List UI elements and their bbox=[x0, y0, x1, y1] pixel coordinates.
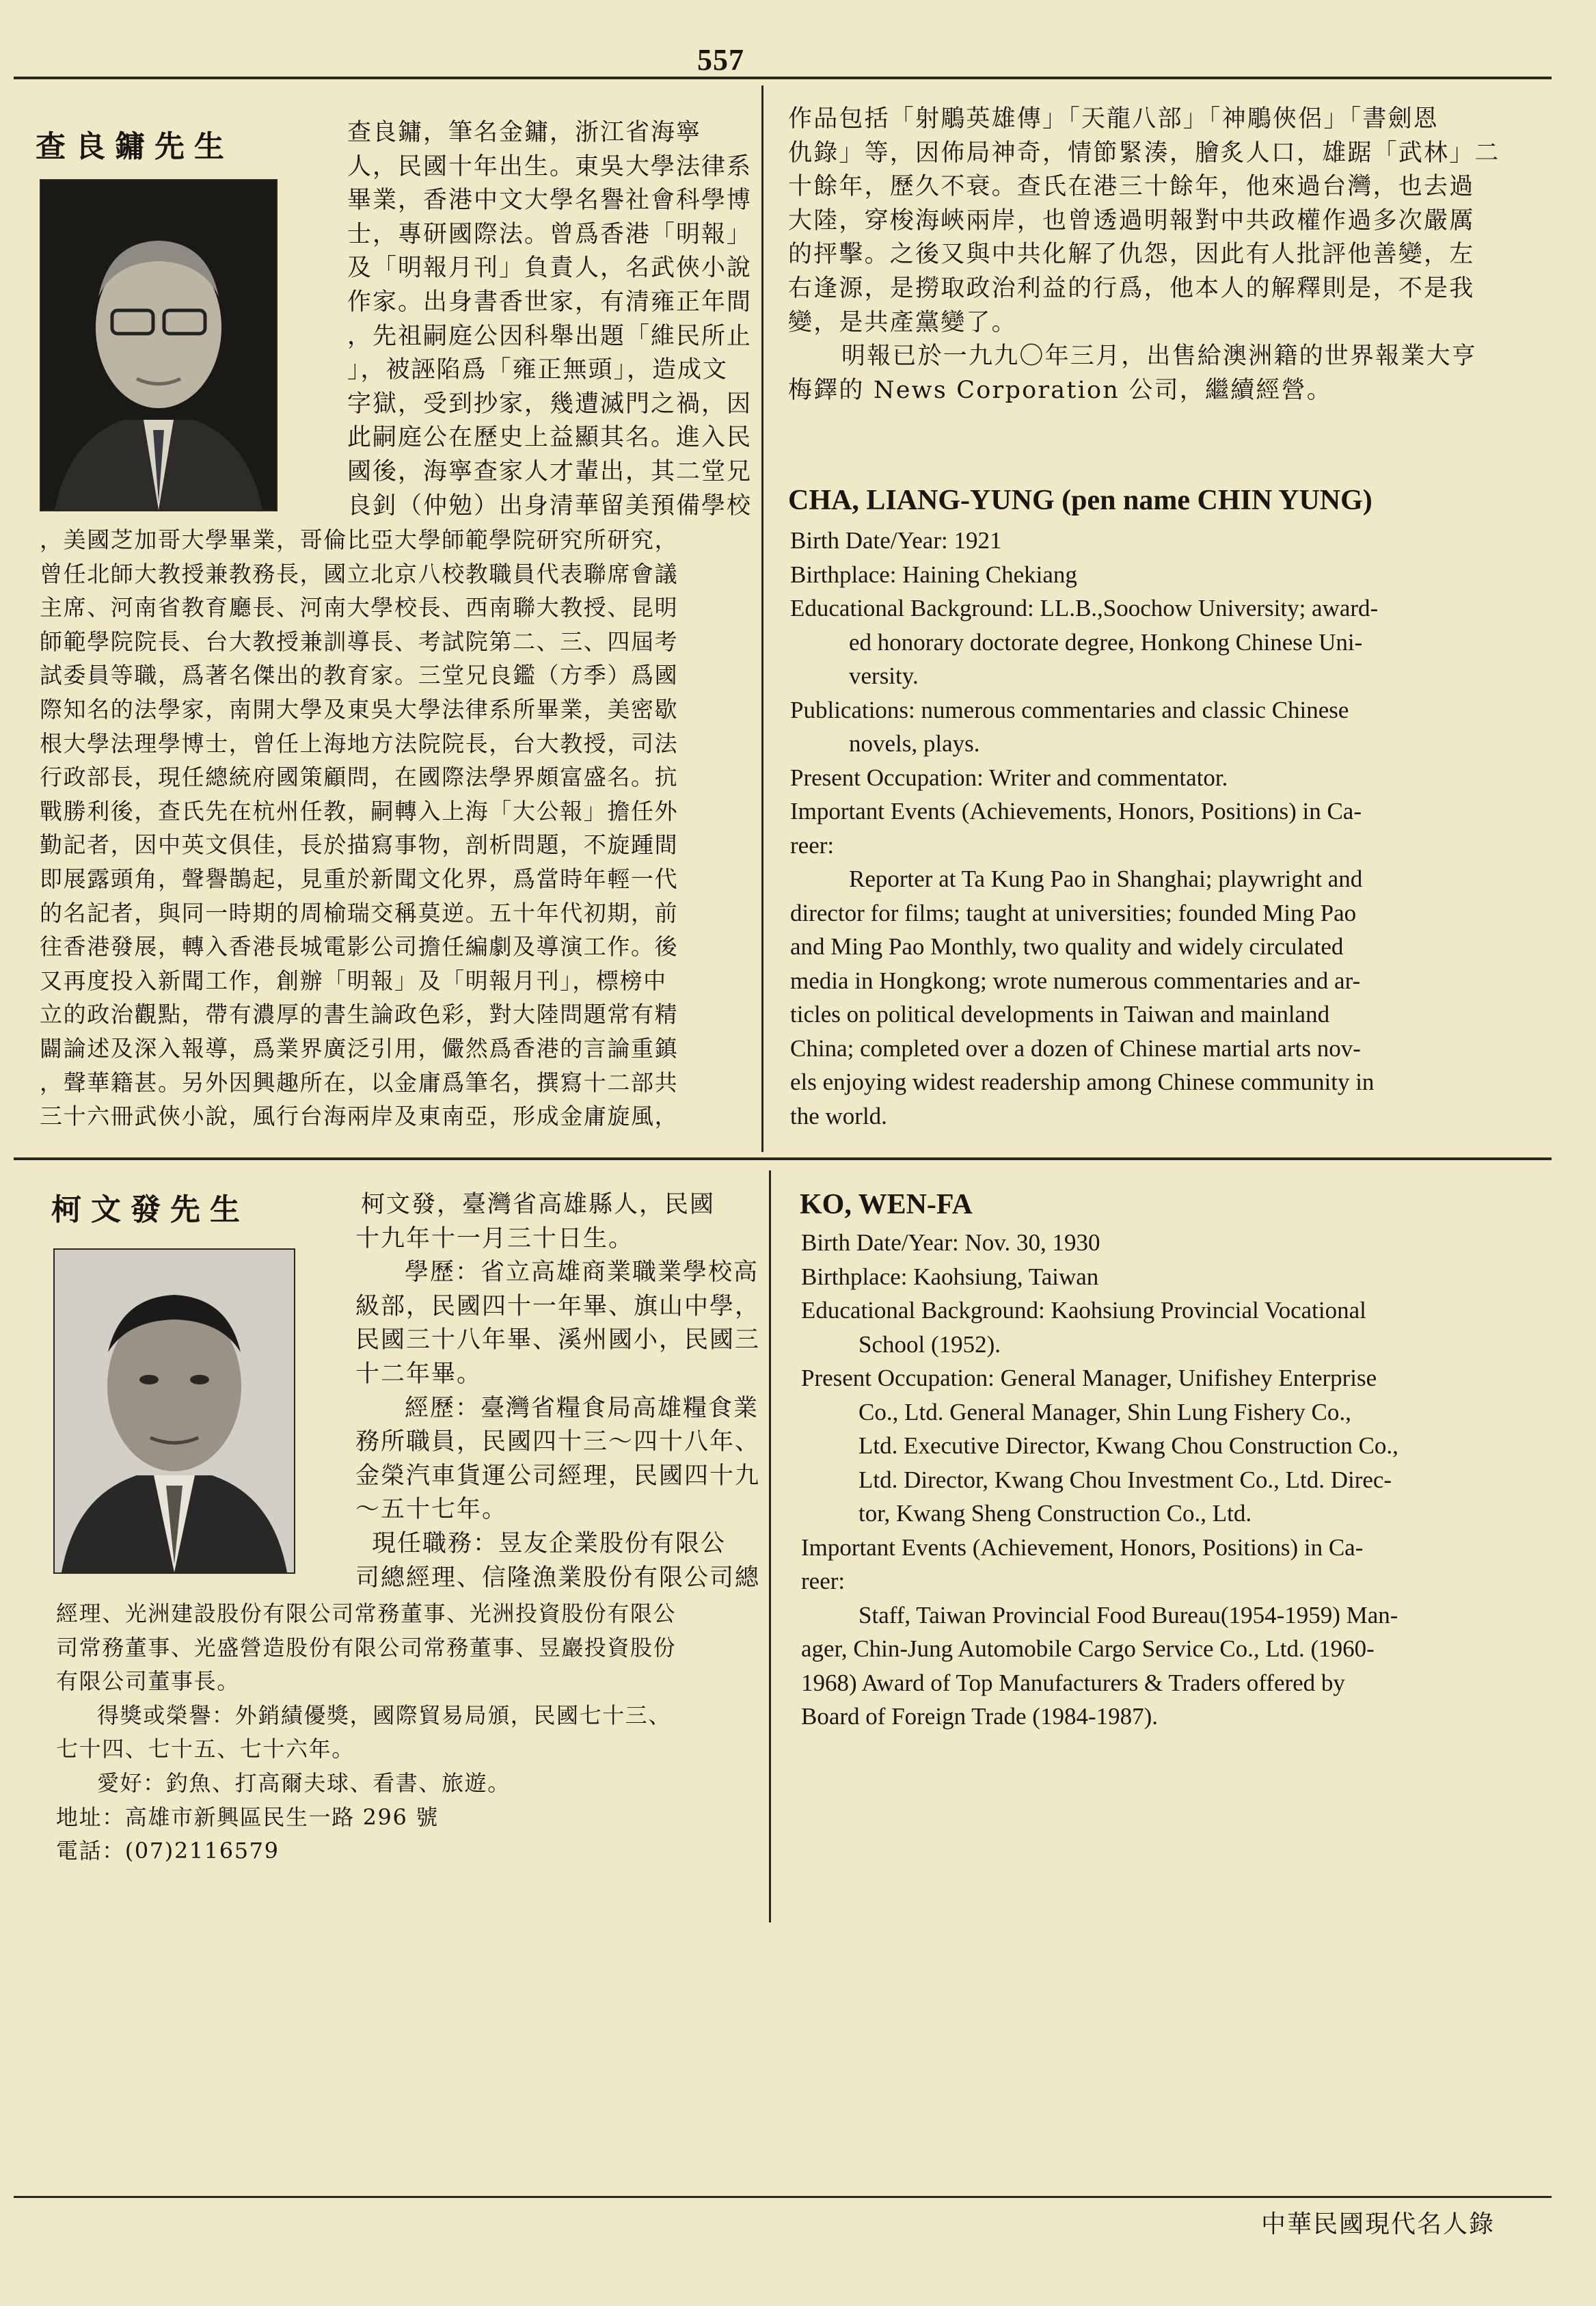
bio-line: Present Occupation: Writer and commentator. bbox=[790, 764, 1228, 791]
bio-line: reer: bbox=[801, 1568, 846, 1594]
bio-line: 柯文發，臺灣省高雄縣人，民國 bbox=[361, 1191, 716, 1218]
bio-line: 師範學院院長、台大教授兼訓導長、考試院第二、三、四屆考 bbox=[40, 628, 679, 655]
bio-line: Birth Date/Year: Nov. 30, 1930 bbox=[801, 1229, 1100, 1256]
bio-line: 明報已於一九九〇年三月，出售給澳洲籍的世界報業大亨 bbox=[841, 343, 1478, 371]
entry-1-bio-cn-continued bbox=[788, 103, 1500, 407]
bio-line: Educational Background: Kaohsiung Provincial Vocational bbox=[801, 1297, 1366, 1324]
bio-line: 學歷：省立高雄商業職業學校高 bbox=[405, 1259, 759, 1287]
bio-line: Birth Date/Year: 1921 bbox=[790, 527, 1002, 554]
entry-1-name-cn: 查良鏞先生 bbox=[36, 129, 234, 164]
bio-line: 」，被誣陷爲「雍正無頭」，造成文 bbox=[347, 356, 729, 384]
bio-line: Ltd. Executive Director, Kwang Chou Construction Co., bbox=[858, 1432, 1398, 1459]
portrait-image-icon bbox=[41, 180, 276, 510]
entry-1-bio-cn-full bbox=[40, 523, 678, 1134]
footer-title: 中華民國現代名人錄 bbox=[1261, 2210, 1496, 2238]
bio-line: School (1952). bbox=[858, 1330, 1001, 1358]
bio-line: versity. bbox=[849, 662, 919, 689]
bio-line: Board of Foreign Trade (1984-1987). bbox=[801, 1703, 1159, 1730]
bio-line: and Ming Pao Monthly, two quality and widely circulated bbox=[790, 933, 1344, 960]
bio-line: 仇錄」等，因佈局神奇，情節緊湊，膾炙人口，雄踞「武林」二 bbox=[788, 139, 1500, 167]
phone-line: 電話：(07)2116579 bbox=[56, 1838, 280, 1864]
bio-line: Educational Background: LL.B.,Soochow University; award- bbox=[790, 595, 1379, 621]
entry-2-portrait-photo bbox=[53, 1248, 295, 1574]
column-divider-bottom bbox=[769, 1170, 771, 1922]
bio-line: Reporter at Ta Kung Pao in Shanghai; playwright and bbox=[849, 866, 1363, 892]
bio-line: 務所職員，民國四十三～四十八年、 bbox=[355, 1428, 761, 1456]
entry-1-portrait-photo bbox=[40, 179, 278, 511]
bio-line: 根大學法理學博士，曾任上海地方法院院長，台大教授，司法 bbox=[40, 729, 679, 757]
bio-line: 1968) Award of Top Manufacturers & Traders offered by bbox=[801, 1669, 1345, 1696]
bio-line: ager, Chin-Jung Automobile Cargo Service Co., Ltd. (1960- bbox=[801, 1635, 1375, 1662]
footer-rule bbox=[14, 2196, 1552, 2198]
bio-line: the world. bbox=[790, 1102, 887, 1129]
bio-line: 的名記者，與同一時期的周榆瑞交稱莫逆。五十年代初期，前 bbox=[40, 899, 679, 926]
bio-line: 梅鐸的 News Corporation 公司，繼續經營。 bbox=[788, 376, 1332, 404]
bio-line: 作品包括「射鵰英雄傳」「天龍八部」「神鵰俠侶」「書劍恩 bbox=[788, 105, 1439, 133]
bio-line: els enjoying widest readership among Chinese community in bbox=[790, 1069, 1375, 1095]
portrait-image-icon bbox=[55, 1250, 294, 1572]
entry-2-bio-en bbox=[801, 1226, 1398, 1734]
bio-line: media in Hongkong; wrote numerous commentaries and ar- bbox=[790, 967, 1361, 994]
bio-line: Birthplace: Haining Chekiang bbox=[790, 561, 1077, 588]
bio-line: 主席、河南省教育廳長、河南大學校長、西南聯大教授、昆明 bbox=[40, 594, 679, 621]
bio-line: 勤記者，因中英文俱佳，長於描寫事物，剖析問題，不旋踵間 bbox=[40, 831, 679, 859]
bio-line: ，先祖嗣庭公因科舉出題「維民所止 bbox=[347, 322, 753, 350]
bio-line: Important Events (Achievements, Honors, Positions) in Ca- bbox=[790, 798, 1362, 824]
bio-line: 士，專研國際法。曾爲香港「明報」 bbox=[347, 220, 753, 248]
bio-line: 經理、光洲建設股份有限公司常務董事、光洲投資股份有限公 bbox=[56, 1600, 677, 1626]
bio-line: 即展露頭角，聲譽鵲起，見重於新聞文化界，爲當時年輕一代 bbox=[40, 865, 679, 892]
bio-line: 作家。出身書香世家，有清雍正年間 bbox=[347, 288, 753, 316]
bio-line: tor, Kwang Sheng Construction Co., Ltd. bbox=[858, 1500, 1252, 1527]
bio-line: ed honorary doctorate degree, Honkong Chinese Uni- bbox=[849, 628, 1363, 656]
entry-2-name-cn: 柯文發先生 bbox=[51, 1192, 249, 1227]
header-rule bbox=[14, 77, 1552, 79]
bio-line: 現任職務：昱友企業股份有限公 bbox=[372, 1529, 727, 1557]
bio-line: 愛好：釣魚、打高爾夫球、看書、旅遊。 bbox=[97, 1769, 511, 1796]
entry-2-bio-cn-top bbox=[355, 1188, 760, 1595]
bio-line: 司總經理、信隆漁業股份有限公司總 bbox=[355, 1564, 761, 1592]
bio-line: 十二年畢。 bbox=[355, 1360, 483, 1388]
bio-line: ticles on political developments in Taiwan and mainland bbox=[790, 1001, 1330, 1028]
entry-1-bio-cn-top bbox=[347, 116, 752, 523]
bio-line: 查良鏞，筆名金鏞，浙江省海寧 bbox=[347, 119, 702, 146]
bio-line: 行政部長，現任總統府國策顧問，在國際法學界頗富盛名。抗 bbox=[40, 764, 679, 791]
bio-line: reer: bbox=[790, 831, 835, 859]
entry-2-name-en: KO, WEN-FA bbox=[800, 1189, 973, 1220]
bio-line: 此嗣庭公在歷史上益顯其名。進入民 bbox=[347, 424, 753, 452]
bio-line: 又再度投入新聞工作，創辦「明報」及「明報月刊」，標榜中 bbox=[40, 967, 667, 994]
bio-line: 的抨擊。之後又與中共化解了仇怨，因此有人批評他善變，左 bbox=[788, 241, 1475, 269]
bio-line: novels, plays. bbox=[849, 730, 980, 757]
bio-line: 十餘年，歷久不衰。查氏在港三十餘年，他來過台灣，也去過 bbox=[788, 173, 1475, 201]
entry-2-bio-cn-full bbox=[56, 1597, 676, 1868]
bio-line: 試委員等職，爲著名傑出的教育家。三堂兄良鑑（方季）爲國 bbox=[40, 662, 679, 689]
bio-line: 級部，民國四十一年畢、旗山中學， bbox=[355, 1292, 761, 1320]
bio-line: 曾任北師大教授兼教務長，國立北京八校教職員代表聯席會議 bbox=[40, 560, 679, 587]
bio-line: ，美國芝加哥大學畢業，哥倫比亞大學師範學院研究所研究， bbox=[40, 526, 679, 553]
bio-line: 有限公司董事長。 bbox=[56, 1668, 240, 1695]
bio-line: 金榮汽車貨運公司經理，民國四十九 bbox=[355, 1462, 761, 1490]
bio-line: Publications: numerous commentaries and classic Chinese bbox=[790, 696, 1349, 723]
column-divider-top bbox=[761, 85, 763, 1152]
bio-line: 畢業，香港中文大學名譽社會科學博 bbox=[347, 187, 753, 215]
bio-line: 得獎或榮譽：外銷績優獎，國際貿易局頒，民國七十三、 bbox=[97, 1702, 672, 1728]
page-number: 557 bbox=[697, 43, 744, 77]
entry-1-name-en: CHA, LIANG-YUNG (pen name CHIN YUNG) bbox=[788, 485, 1372, 516]
address-line: 地址：高雄市新興區民生一路 296 號 bbox=[56, 1804, 439, 1830]
bio-line: 經歷：臺灣省糧食局高雄糧食業 bbox=[405, 1394, 759, 1422]
bio-line: 立的政治觀點，帶有濃厚的書生論政色彩，對大陸問題常有精 bbox=[40, 1001, 679, 1028]
bio-line: 三十六冊武俠小說，風行台海兩岸及東南亞，形成金庸旋風， bbox=[40, 1103, 679, 1130]
bio-line: 右逢源，是撈取政治利益的行爲，他本人的解釋則是，不是我 bbox=[788, 274, 1475, 302]
bio-line: director for films; taught at universities; founded Ming Pao bbox=[790, 899, 1357, 926]
bio-line: Staff, Taiwan Provincial Food Bureau(1954-1959) Man- bbox=[858, 1601, 1398, 1628]
bio-line: Important Events (Achievement, Honors, Positions) in Ca- bbox=[801, 1533, 1364, 1561]
bio-line: 司常務董事、光盛營造股份有限公司常務董事、昱巖投資股份 bbox=[56, 1634, 677, 1661]
bio-line: 際知名的法學家，南開大學及東吳大學法律系所畢業，美密歇 bbox=[40, 695, 679, 723]
bio-line: Birthplace: Kaohsiung, Taiwan bbox=[801, 1263, 1099, 1290]
bio-line: China; completed over a dozen of Chinese martial arts nov- bbox=[790, 1034, 1361, 1062]
bio-line: 七十四、七十五、七十六年。 bbox=[56, 1736, 355, 1762]
bio-line: Present Occupation: General Manager, Unifishey Enterprise bbox=[801, 1365, 1377, 1391]
bio-line: ，聲華籍甚。另外因興趣所在，以金庸爲筆名，撰寫十二部共 bbox=[40, 1069, 679, 1096]
bio-line: 民國三十八年畢、溪州國小，民國三 bbox=[355, 1326, 761, 1354]
bio-line: 良釗（仲勉）出身清華留美預備學校 bbox=[347, 492, 753, 520]
bio-line: 闢論述及深入報導，爲業界廣泛引用，儼然爲香港的言論重鎮 bbox=[40, 1034, 679, 1062]
bio-line: ～五十七年。 bbox=[355, 1496, 508, 1524]
entry-separator-rule bbox=[14, 1157, 1552, 1160]
bio-line: Ltd. Director, Kwang Chou Investment Co., Ltd. Direc- bbox=[858, 1466, 1392, 1493]
bio-line: 往香港發展，轉入香港長城電影公司擔任編劇及導演工作。後 bbox=[40, 933, 679, 961]
bio-line: 字獄，受到抄家，幾遭滅門之禍，因 bbox=[347, 390, 753, 418]
bio-line: 國後，海寧查家人才輩出，其二堂兄 bbox=[347, 457, 753, 485]
bio-line: 及「明報月刊」負責人，名武俠小說 bbox=[347, 254, 753, 282]
bio-line: 變，是共產黨變了。 bbox=[788, 308, 1017, 336]
bio-line: 戰勝利後，查氏先在杭州任教，嗣轉入上海「大公報」擔任外 bbox=[40, 797, 679, 824]
bio-line: 人，民國十年出生。東吳大學法律系 bbox=[347, 152, 753, 180]
bio-line: 大陸，穿梭海峽兩岸，也曾透過明報對中共政權作過多次嚴厲 bbox=[788, 206, 1475, 234]
entry-1-bio-en bbox=[790, 524, 1378, 1133]
bio-line: 十九年十一月三十日生。 bbox=[355, 1224, 634, 1252]
bio-line: Co., Ltd. General Manager, Shin Lung Fishery Co., bbox=[858, 1398, 1351, 1425]
